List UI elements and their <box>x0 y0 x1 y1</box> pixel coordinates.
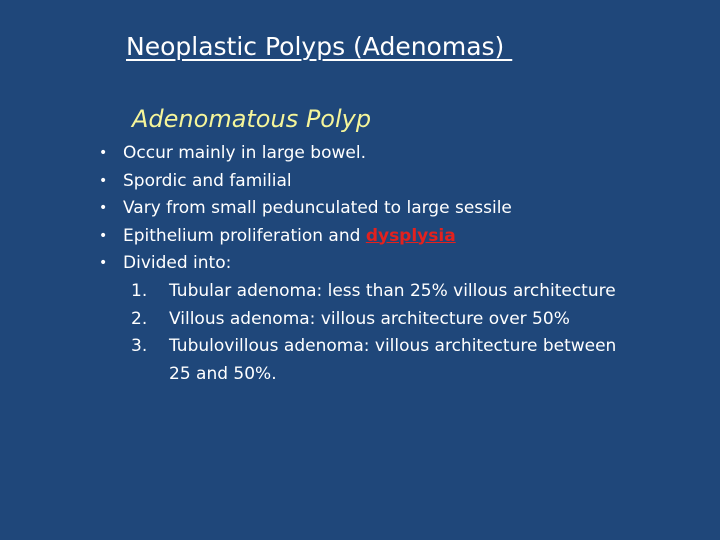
item-text: Tubulovillous adenoma: villous architecture between 25 and 50%. <box>169 336 617 384</box>
bullet-item <box>0 140 512 168</box>
bullet-text: Epithelium proliferation and <box>123 225 366 246</box>
item-number: 2. <box>131 308 148 329</box>
bullet-icon: • <box>99 227 108 244</box>
bullet-icon: • <box>99 172 108 189</box>
bullet-icon: • <box>99 255 108 271</box>
numbered-item <box>0 306 619 334</box>
bullet-text: Spordic and familial <box>123 170 292 191</box>
bullet-list <box>0 140 512 278</box>
numbered-item <box>0 278 619 306</box>
numbered-item <box>0 333 619 388</box>
bullet-item <box>0 195 512 223</box>
bullet-icon: • <box>99 145 108 161</box>
bullet-item <box>0 168 512 196</box>
bullet-text: Divided into: <box>123 253 232 273</box>
bullet-item <box>0 250 512 278</box>
item-text: Villous adenoma: villous architecture over 50% <box>169 308 570 329</box>
item-text: Tubular adenoma: less than 25% villous architecture <box>169 281 616 301</box>
bullet-item <box>0 223 512 251</box>
item-number: 1. <box>131 281 148 301</box>
dysplasia-highlight: dysplysia <box>365 225 456 246</box>
bullet-text: Vary from small pedunculated to large sessile <box>123 198 512 218</box>
numbered-list <box>0 278 619 388</box>
slide-title: Neoplastic Polyps (Adenomas) <box>126 32 513 61</box>
bullet-text: Occur mainly in large bowel. <box>123 143 366 163</box>
item-number: 3. <box>131 336 148 356</box>
slide-subtitle: Adenomatous Polyp <box>132 105 372 133</box>
bullet-icon: • <box>99 200 108 216</box>
